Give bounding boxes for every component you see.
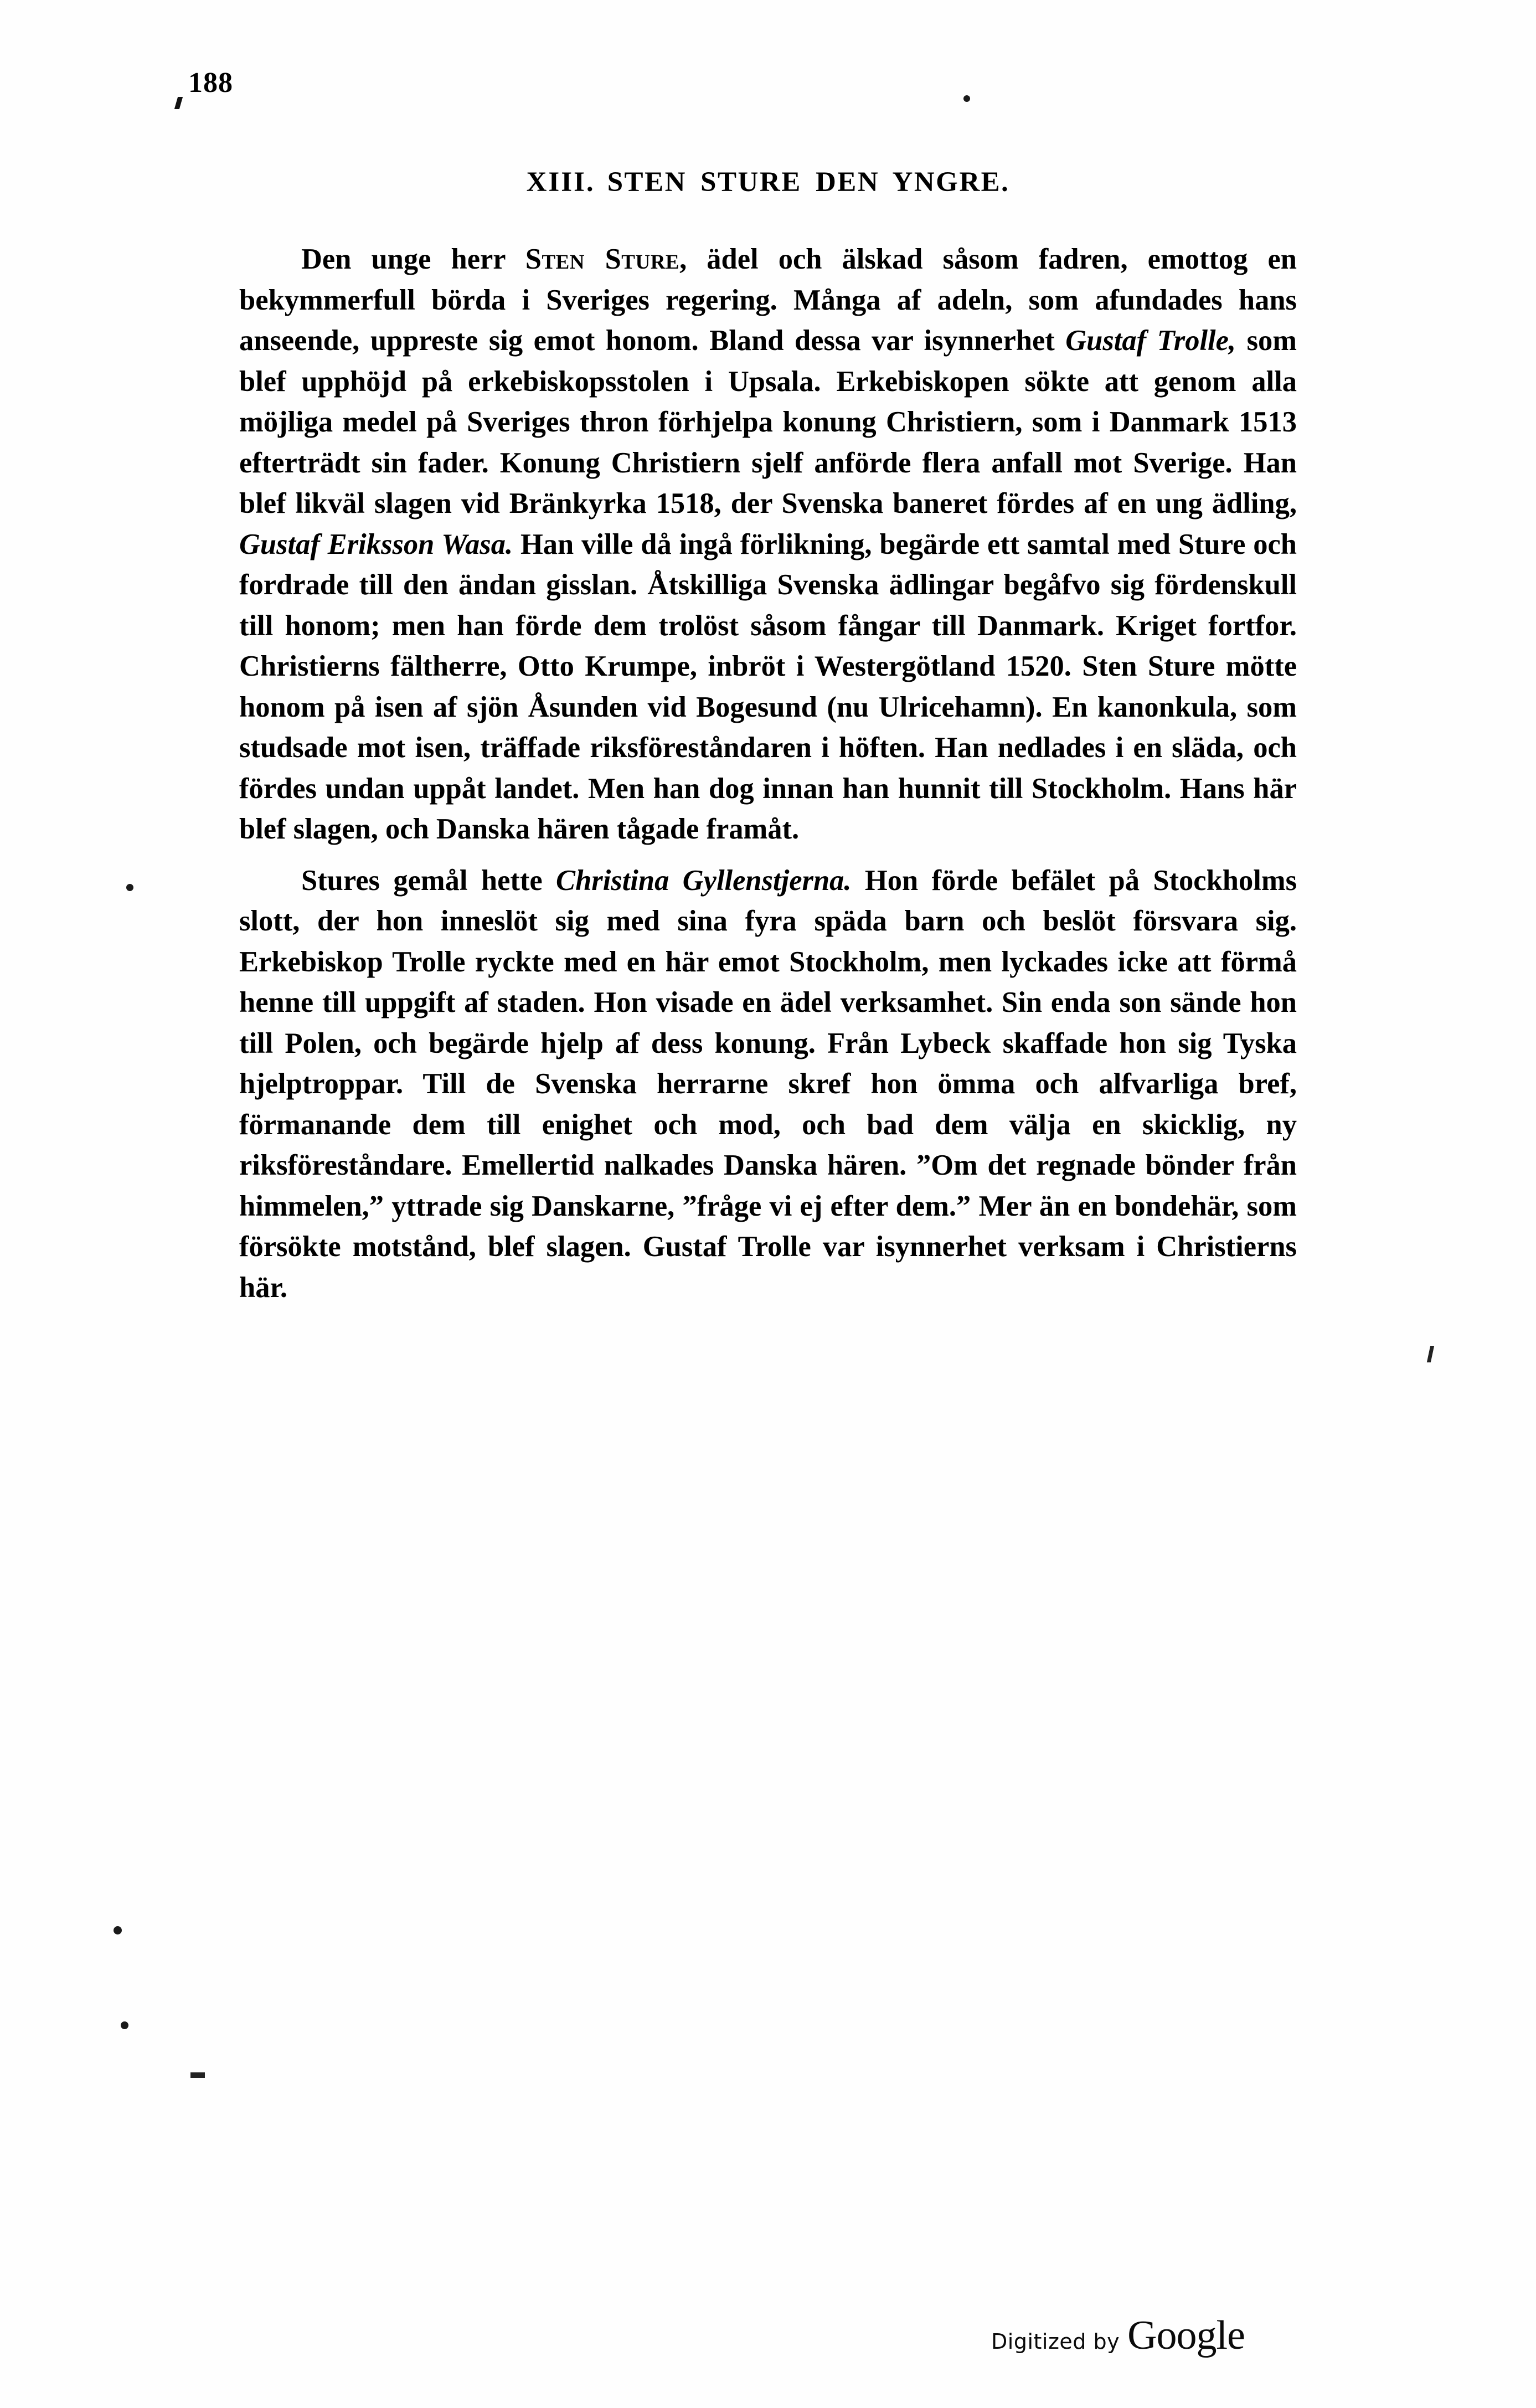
watermark-prefix: Digitized by [991, 2329, 1120, 2354]
ink-speck [121, 2021, 128, 2029]
digitized-by-google-watermark [991, 2312, 1245, 2359]
paragraph-1 [239, 239, 1297, 850]
person-name-christina-gyllenstjerna: Christina Gyllenstjerna. [556, 864, 852, 897]
ink-dash-mark [190, 2072, 205, 2078]
ink-speck [114, 1926, 122, 1934]
chapter-title: STEN STURE DEN YNGRE. [607, 167, 1010, 198]
google-logo-text: Google [1127, 2313, 1245, 2358]
page-number: 188 [188, 67, 233, 99]
person-name-gustaf-eriksson-wasa: Gustaf Eriksson Wasa. [239, 528, 513, 560]
ink-speck [963, 95, 970, 102]
p1-segment-4: Han ville då ingå förlikning, begärde ett samtal med Sture och fordrade till den ändan gisslan. Åtskilliga Svenska ädlingar begåfvo sig fördenskull till honom; men han förde dem trolöst såsom fångar till Danmark. Kriget fortfor. Christierns fältherre, Otto Krumpe, inbröt i Westergötland 1520. Sten Sture mötte honom på isen af sjön Åsunden vid Bogesund (nu Ulricehamn). En kanonkula, som studsade mot isen, träffade riksföreståndaren i höften. Han nedlades i en släda, och fördes undan uppåt landet. Men han dog innan han hunnit till Stockholm. Hans här blef slagen, och Danska hären tågade framåt. [239, 528, 1297, 845]
folio-ink-mark [174, 97, 183, 109]
ink-speck [126, 884, 133, 891]
paragraph-2 [239, 861, 1297, 1309]
p1-segment-1: Den unge herr [301, 243, 525, 275]
person-name-gustaf-trolle: Gustaf Trolle, [1065, 325, 1236, 357]
p2-segment-1: Stures gemål hette [301, 864, 556, 897]
chapter-number: XIII. [526, 167, 595, 198]
person-name-sten-sture: Sten Sture [525, 243, 680, 275]
p2-segment-2: Hon förde befälet på Stockholms slott, der hon inneslöt sig med sina fyra späda barn och beslöt försvara sig. Erkebiskop Trolle ryckte med en här emot Stockholm, men lyckades icke att förmå henne till uppgift af staden. Hon visade en ädel verksamhet. Sin enda son sände hon till Polen, och begärde hjelp af dess konung. Från Lybeck skaffade hon sig Tyska hjelptroppar. Till de Svenska herrarne skref hon ömma och alfvarliga bref, förmanande dem till enighet och mod, och bad dem välja en skicklig, ny riksföreståndare. Emellertid nalkades Danska hären. ”Om det regnade bönder från himmelen,” yttrade sig Danskarne, ”fråge vi ej efter dem.” Mer än en bondehär, som försökte motstånd, blef slagen. Gustaf Trolle var isynnerhet verksam i Christierns här. [239, 864, 1297, 1304]
p1-segment-2: , ädel och älskad såsom fadren, emottog en bekymmerfull börda i Sveriges regering. Många af adeln, som afundades hans anseende, uppreste sig emot honom. Bland dessa var isynnerhet [239, 243, 1297, 357]
body-text [239, 239, 1297, 1308]
chapter-heading [0, 166, 1536, 198]
ink-tick-mark [1427, 1346, 1434, 1362]
p1-segment-3: som blef upphöjd på erkebiskopsstolen i Upsala. Erkebiskopen sökte att genom alla möjliga medel på Sveriges thron förhjelpa konung Christiern, som i Danmark 1513 efterträdt sin fader. Konung Christiern sjelf anförde flera anfall mot Sverige. Han blef likväl slagen vid Bränkyrka 1518, der Svenska baneret fördes af en ung ädling, [239, 325, 1297, 519]
